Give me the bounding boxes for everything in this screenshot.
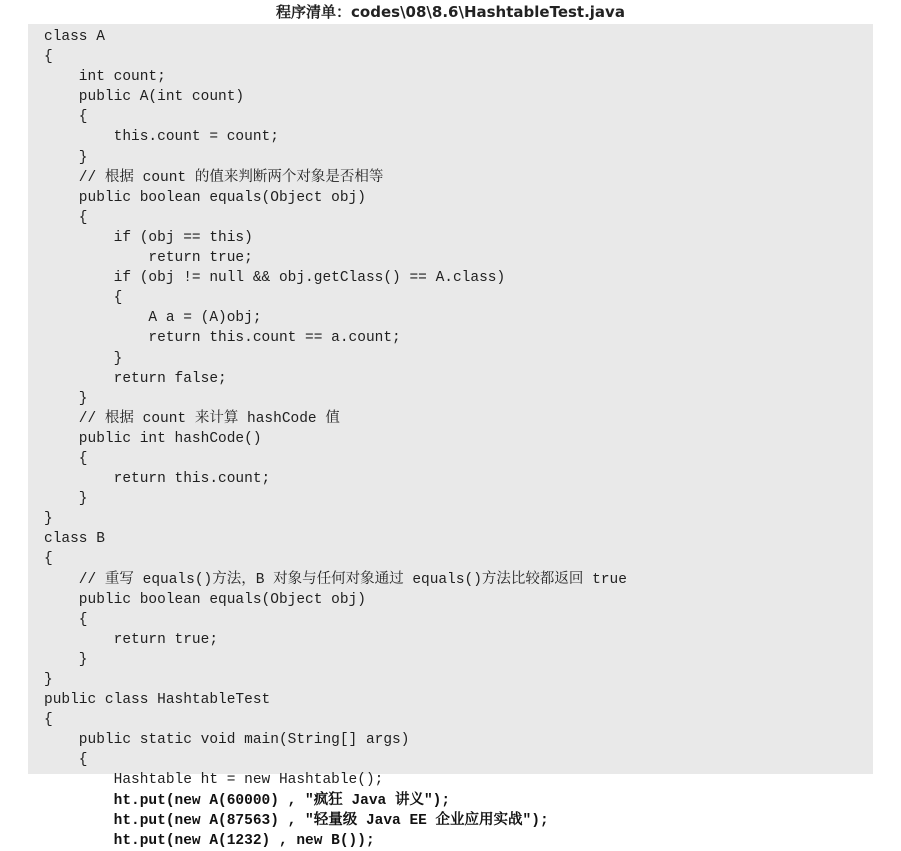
code-line: { [44,290,123,307]
code-line: { [44,611,88,628]
code-line: public boolean equals(Object obj) [44,591,366,608]
code-line: ht.put(new A(87563) , "轻量级 Java EE 企业应用实战"); [44,812,549,829]
code-line: public A(int count) [44,89,245,106]
code-line: // 根据 count 的值来判断两个对象是否相等 [44,169,384,186]
code-line: } [44,672,53,688]
code-line: { [44,49,53,66]
code-line: // 根据 count 来计算 hashCode 值 [44,410,340,427]
code-line: { [44,551,53,568]
code-line: public boolean equals(Object obj) [44,189,366,206]
code-listing [28,24,873,849]
code-line: { [44,209,88,226]
code-line: public static void main(String[] args) [44,732,410,749]
code-line: } [44,149,88,166]
code-line: class A [44,29,105,45]
code-line: public int hashCode() [44,430,262,447]
code-line: if (obj == this) [44,229,253,246]
code-line: int count; [44,69,166,86]
code-line: } [44,491,88,508]
code-line: return this.count == a.count; [44,330,401,347]
code-line: } [44,350,123,367]
code-line: this.count = count; [44,129,279,146]
code-line: if (obj != null && obj.getClass() == A.class) [44,270,506,287]
code-line: { [44,712,53,729]
code-line: } [44,511,53,528]
code-line: Hashtable ht = new Hashtable(); [44,772,384,789]
code-line: class B [44,531,105,548]
code-line: { [44,752,88,769]
code-line: A a = (A)obj; [44,310,262,327]
code-line: ht.put(new A(1232) , new B()); [44,832,375,849]
code-line: ht.put(new A(60000) , "疯狂 Java 讲义"); [44,792,451,809]
code-line: // 重写 equals()方法，B 对象与任何对象通过 equals()方法比较都返回 true [44,571,627,588]
code-line: return true; [44,631,219,648]
listing-caption: 程序清单：codes\08\8.6\HashtableTest.java [276,3,625,21]
code-line: { [44,450,88,467]
code-line: { [44,109,88,126]
code-line: return this.count; [44,471,271,488]
code-line: } [44,390,88,407]
code-line: public class HashtableTest [44,692,271,709]
code-line: return true; [44,250,253,267]
code-line: } [44,651,88,668]
code-line: return false; [44,370,227,387]
